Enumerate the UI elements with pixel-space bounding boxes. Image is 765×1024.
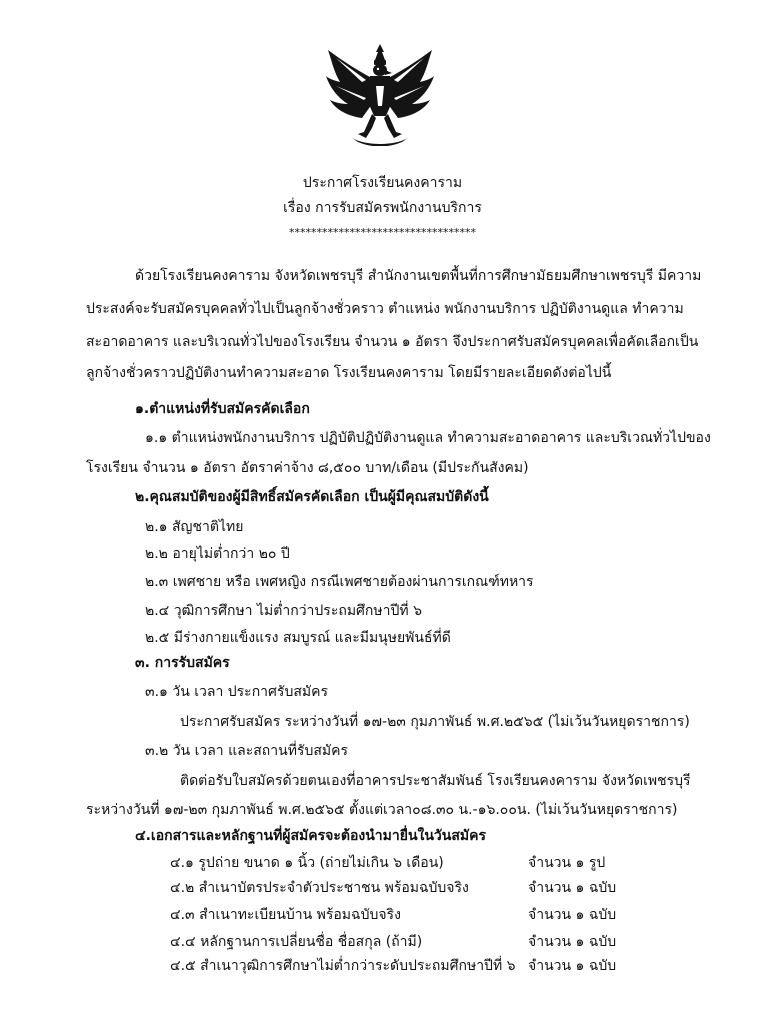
intro-line-2: ประสงค์จะรับสมัครบุคคลทั่วไปเป็นลูกจ้างชั่วคราว ตำแหน่ง พนักงานบริการ ปฏิบัติงานดูแล ทำความ <box>86 301 684 317</box>
section3-heading: ๓. การรับสมัคร <box>135 655 230 671</box>
document-item-label: ๔.๒ สำเนาบัตรประจำตัวประชาชน พร้อมฉบับจริง <box>170 880 469 896</box>
section2-item: ๒.๒ อายุไม่ต่ำกว่า ๒๐ ปี <box>145 546 290 562</box>
intro-line-3: สะอาดอาคาร และบริเวณทั่วไปของโรงเรียน จำนวน ๑ อัตรา จึงประกาศรับสมัครบุคคลเพื่อคัดเลือกเป็น <box>86 334 699 350</box>
section3-sub1-heading: ๓.๑ วัน เวลา ประกาศรับสมัคร <box>145 684 328 700</box>
section3-sub2-line-2: ระหว่างวันที่ ๑๗-๒๓ กุมภาพันธ์ พ.ศ.๒๕๖๕ ตั้งแต่เวลา๐๘.๓๐ น.-๑๖.๐๐น. (ไม่เว้นวันหยุดราชการ) <box>86 802 678 818</box>
document-item-label: ๔.๕ สำเนาวุฒิการศึกษาไม่ต่ำกว่าระดับประถมศึกษาปีที่ ๖ <box>170 958 516 974</box>
section2-item: ๒.๓ เพศชาย หรือ เพศหญิง กรณีเพศชายต้องผ่านการเกณฑ์ทหาร <box>145 574 534 590</box>
section2-item: ๒.๕ มีร่างกายแข็งแรง สมบูรณ์ และมีมนุษยพันธ์ที่ดี <box>145 630 451 646</box>
intro-line-4: ลูกจ้างชั่วคราวปฏิบัติงานทำความสะอาด โรงเรียนคงคาราม โดยมีรายละเอียดดังต่อไปนี้ <box>86 365 612 381</box>
section2-heading: ๒.คุณสมบัติของผู้มีสิทธิ์สมัครคัดเลือก เป็นผู้มีคุณสมบัติดังนี้ <box>135 489 489 505</box>
section3-sub1-text: ประกาศรับสมัคร ระหว่างวันที่ ๑๗-๒๓ กุมภาพันธ์ พ.ศ.๒๕๖๕ (ไม่เว้นวันหยุดราชการ) <box>180 714 690 730</box>
document-item-amount: จำนวน ๑ รูป <box>528 855 606 871</box>
document-item-amount: จำนวน ๑ ฉบับ <box>528 934 617 950</box>
separator-stars: ********************************** <box>289 226 476 239</box>
document-item-amount: จำนวน ๑ ฉบับ <box>528 907 617 923</box>
announcement-subject: เรื่อง การรับสมัครพนักงานบริการ <box>283 200 482 216</box>
section4-heading: ๔.เอกสารและหลักฐานที่ผู้สมัครจะต้องนำมายื่นในวันสมัคร <box>135 828 487 844</box>
announcement-title: ประกาศโรงเรียนคงคาราม <box>302 175 463 191</box>
section3-sub2-heading: ๓.๒ วัน เวลา และสถานที่รับสมัคร <box>145 743 348 759</box>
section3-sub2-line-1: ติดต่อรับใบสมัครด้วยตนเองที่อาคารประชาสัมพันธ์ โรงเรียนคงคาราม จังหวัดเพชรบุรี <box>180 773 691 789</box>
section2-item: ๒.๑ สัญชาติไทย <box>145 519 244 535</box>
garuda-emblem-icon <box>322 42 438 146</box>
document-item-amount: จำนวน ๑ ฉบับ <box>528 958 617 974</box>
intro-line-1: ด้วยโรงเรียนคงคาราม จังหวัดเพชรบุรี สำนักงานเขตพื้นที่การศึกษามัธยมศึกษาเพชรบุรี มีความ <box>135 268 702 284</box>
section1-item-line-1: ๑.๑ ตำแหน่งพนักงานบริการ ปฏิบัติปฏิบัติงานดูแล ทำความสะอาดอาคาร และบริเวณทั่วไปของ <box>145 430 711 446</box>
document-item-label: ๔.๑ รูปถ่าย ขนาด ๑ นิ้ว (ถ่ายไม่เกิน ๖ เดือน) <box>170 855 444 871</box>
document-item-label: ๔.๓ สำเนาทะเบียนบ้าน พร้อมฉบับจริง <box>170 907 401 923</box>
document-item-amount: จำนวน ๑ ฉบับ <box>528 880 617 896</box>
document-item-label: ๔.๔ หลักฐานการเปลี่ยนชื่อ ชื่อสกุล (ถ้ามี) <box>170 934 423 950</box>
section1-heading: ๑.ตำแหน่งที่รับสมัครคัดเลือก <box>135 401 310 417</box>
section2-item: ๒.๔ วุฒิการศึกษา ไม่ต่ำกว่าประถมศึกษาปีที่ ๖ <box>145 603 422 619</box>
section1-item-line-2: โรงเรียน จำนวน ๑ อัตรา อัตราค่าจ้าง ๘,๕๐๐ บาท/เดือน (มีประกันสังคม) <box>86 460 529 476</box>
